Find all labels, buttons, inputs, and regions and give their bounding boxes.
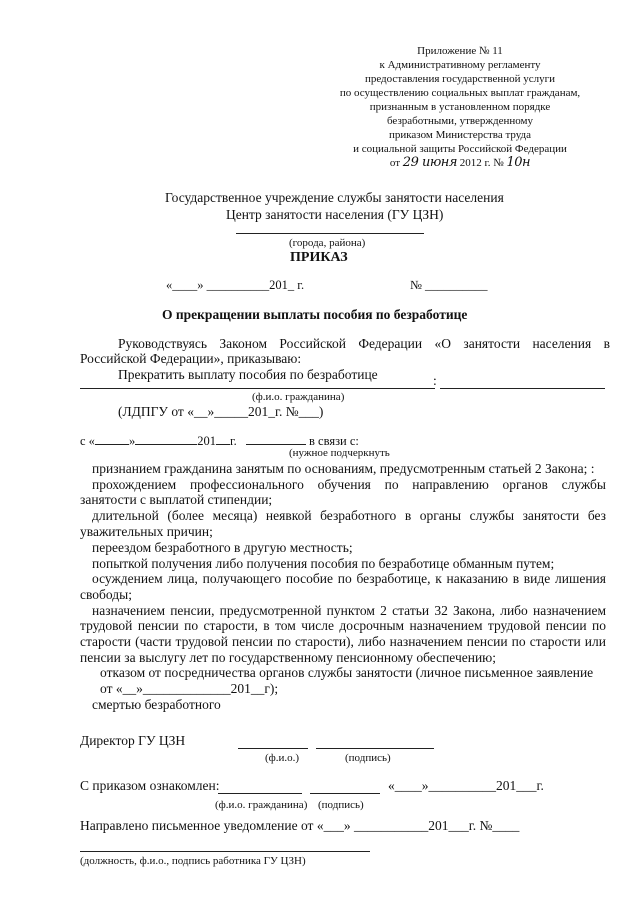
reason-item: пенсии за выслугу лет по государственному пенсионному обеспечению; <box>80 650 497 665</box>
reason-item: от «__»_____________201__г); <box>100 681 279 696</box>
order-number-field: № __________ <box>410 278 488 292</box>
order-subject: О прекращении выплаты пособия по безработице <box>162 307 468 322</box>
appendix-date: от 29 июня 2012 г. № 10н <box>389 155 531 170</box>
notice-line: Направлено письменное уведомление от «___» ___________201___г. №____ <box>80 818 520 833</box>
terminate-text: Прекратить выплату пособия по безработице <box>118 367 378 382</box>
director-label: Директор ГУ ЦЗН <box>80 733 186 748</box>
handwritten-date: 29 июня <box>402 155 457 170</box>
acquainted-label: С приказом ознакомлен: <box>80 778 220 793</box>
city-label: (города, района) <box>289 237 366 249</box>
fio-label: (ф.и.о. гражданина) <box>252 391 345 403</box>
reason-item: уважительных причин; <box>80 524 213 539</box>
org-name-line2: Центр занятости населения (ГУ ЦЗН) <box>226 207 444 222</box>
appendix-line: приказом Министерства труда <box>388 129 532 141</box>
preamble-line1: Руководствуясь Законом Российской Федерации «О занятости населения в <box>118 336 610 351</box>
appendix-block <box>315 44 605 170</box>
reason-item: свободы; <box>80 587 132 602</box>
reason-item: назначением пенсии, предусмотренной пунктом 2 статьи 32 Закона, либо назначением <box>92 603 606 618</box>
acq-date: «____»__________201___г. <box>388 778 544 793</box>
appendix-line: по осуществлению социальных выплат гражданам, <box>339 87 581 99</box>
appendix-line: и социальной защиты Российской Федерации <box>353 143 567 155</box>
reason-item: занятости с выплатой стипендии; <box>80 492 273 507</box>
preamble-line2: Российской Федерации», приказываю: <box>80 351 302 366</box>
reason-item: прохождением профессионального обучения по направлению органов службы <box>92 477 606 492</box>
acq-sign-label: (подпись) <box>318 799 364 811</box>
fio-underline-1 <box>80 388 435 389</box>
fio-underline-2 <box>440 388 605 389</box>
city-underline <box>236 233 424 234</box>
reason-item: переездом безработного в другую местность; <box>92 540 353 555</box>
reason-item: отказом от посредничества органов службы занятости (личное письменное заявление <box>100 665 594 680</box>
reason-item: смертью безработного <box>92 697 221 712</box>
underline-hint: (нужное подчеркнуть <box>289 447 390 459</box>
org-name-line1: Государственное учреждение службы занятости населения <box>165 190 504 205</box>
ldpgu-reference: (ЛДПГУ от «__»_____201_г. №___) <box>118 404 324 419</box>
acq-fio-line <box>218 793 302 794</box>
appendix-line: безработными, утвержденному <box>386 115 533 127</box>
appendix-line: предоставления государственной услуги <box>364 73 556 85</box>
fio-colon: : <box>433 373 437 388</box>
acq-fio-label: (ф.и.о. гражданина) <box>215 799 308 811</box>
director-fio-line <box>238 748 308 749</box>
worker-label: (должность, ф.и.о., подпись работника ГУ ЦЗН) <box>80 855 306 867</box>
since-line: с « » 201 г. в связи с: <box>80 434 359 448</box>
reason-item: признанием гражданина занятым по основаниям, предусмотренным статьей 2 Закона; : <box>92 461 595 476</box>
reason-item: старости (части трудовой пенсии по старости), либо назначением пенсии по старости или <box>80 634 606 649</box>
reason-item: длительной (более месяца) неявкой безработного в органы службы занятости без <box>92 508 606 523</box>
appendix-line: к Административному регламенту <box>379 59 541 71</box>
reason-item: осуждением лица, получающего пособие по безработице, к наказанию в виде лишения <box>92 571 606 586</box>
reason-item: попыткой получения либо получения пособия по безработице обманным путем; <box>92 556 555 571</box>
reason-item: трудовой пенсии по старости, в том числе досрочным назначением трудовой пенсии по <box>80 618 606 633</box>
director-fio-label: (ф.и.о.) <box>265 752 300 764</box>
appendix-line: Приложение № 11 <box>417 45 503 57</box>
appendix-line: признанным в установленном порядке <box>369 101 551 113</box>
acq-sign-line <box>310 793 380 794</box>
worker-line <box>80 851 370 852</box>
director-sign-line <box>316 748 434 749</box>
director-sign-label: (подпись) <box>345 752 391 764</box>
order-date-field: «____» __________201_ г. <box>166 278 305 292</box>
handwritten-number: 10н <box>506 155 531 170</box>
order-title: ПРИКАЗ <box>290 250 348 265</box>
